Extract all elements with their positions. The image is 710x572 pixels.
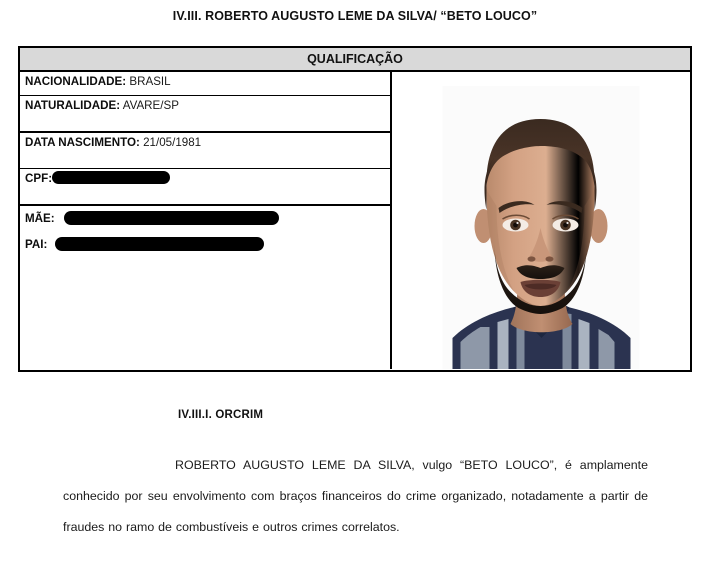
section-paragraph-orcrim: ROBERTO AUGUSTO LEME DA SILVA, vulgo “BETO LOUCO”, é amplamente conhecido por seu envolvimento com braços financeiros do crime organizado, notadamente a partir de fraudes no ramo de combustíveis e outros crimes correlatos. [63, 458, 648, 534]
field-label-mae: MÃE: [25, 212, 55, 225]
table-row-mae [25, 211, 390, 237]
table-row-naturalidade [20, 96, 390, 133]
field-label-nacionalidade: NACIONALIDADE: [25, 75, 127, 88]
table-row-data-nascimento [20, 133, 390, 169]
redaction-bar-pai [55, 237, 264, 251]
field-label-data-nascimento: DATA NASCIMENTO: [25, 136, 140, 149]
qualification-table [18, 46, 692, 372]
field-label-naturalidade: NATURALIDADE: [25, 99, 121, 112]
redaction-bar-cpf [52, 171, 170, 184]
section-heading-orcrim: IV.III.I. ORCRIM [178, 409, 264, 421]
qualification-fields-column [20, 72, 392, 369]
field-value-data-nascimento: 21/05/1981 [143, 136, 202, 149]
qualification-table-header: QUALIFICAÇÃO [20, 48, 690, 72]
mugshot-portrait-image [443, 86, 640, 369]
redaction-bar-mae [64, 211, 279, 225]
table-row-nacionalidade [20, 72, 390, 96]
photo-cell [392, 72, 690, 369]
page-title: IV.III. ROBERTO AUGUSTO LEME DA SILVA/ “BETO LOUCO” [172, 9, 538, 23]
field-label-pai: PAI: [25, 238, 48, 251]
table-row-filiacao [20, 206, 390, 369]
table-row-cpf [20, 169, 390, 206]
identification-photo [443, 86, 640, 369]
field-label-cpf: CPF: [25, 172, 53, 185]
field-value-naturalidade: AVARE/SP [122, 99, 179, 112]
qualification-table-body [20, 72, 690, 369]
field-value-nacionalidade: BRASIL [129, 75, 171, 88]
table-row-pai [25, 237, 390, 263]
